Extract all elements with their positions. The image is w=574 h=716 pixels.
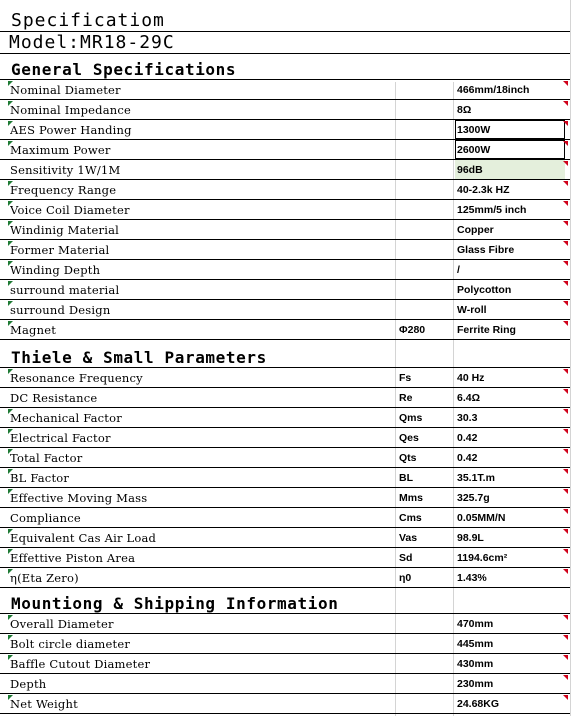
parameter-symbol: Sd — [399, 551, 413, 564]
comment-marker-icon — [563, 369, 568, 374]
parameter-symbol: η0 — [399, 571, 412, 584]
table-row[interactable] — [0, 634, 570, 654]
parameter-name: η(Eta Zero) — [10, 570, 79, 585]
cell-marker-icon — [8, 181, 13, 186]
parameter-name: DC Resistance — [10, 390, 98, 405]
comment-marker-icon — [563, 261, 568, 266]
table-row[interactable] — [0, 694, 570, 714]
parameter-symbol: Vas — [399, 531, 418, 544]
parameter-value: Glass Fibre — [457, 243, 515, 256]
section-title: General Specifications — [11, 60, 237, 79]
parameter-symbol: Qms — [399, 411, 423, 424]
comment-marker-icon — [563, 469, 568, 474]
parameter-value: 2600W — [455, 140, 565, 159]
table-row[interactable] — [0, 548, 570, 568]
comment-marker-icon — [563, 389, 568, 394]
parameter-value: 325.7g — [457, 491, 490, 504]
parameter-name: Sensitivity 1W/1M — [10, 162, 121, 177]
parameter-value: 96dB — [455, 160, 565, 179]
table-row[interactable] — [0, 300, 570, 320]
parameter-symbol: BL — [399, 471, 413, 484]
cell-marker-icon — [8, 301, 13, 306]
parameter-value: 1194.6cm² — [457, 551, 508, 564]
parameter-symbol — [399, 180, 451, 199]
parameter-name: Maximum Power — [10, 142, 111, 157]
table-row[interactable] — [0, 614, 570, 634]
parameter-symbol: Φ280 — [399, 323, 426, 336]
cell-marker-icon — [8, 695, 13, 700]
comment-marker-icon — [563, 101, 568, 106]
parameter-name: Effettive Piston Area — [10, 550, 136, 565]
cell-marker-icon — [8, 529, 13, 534]
parameter-name: Equivalent Cas Air Load — [10, 530, 157, 545]
cell-marker-icon — [8, 321, 13, 326]
parameter-name: surround material — [10, 282, 120, 297]
cell-marker-icon — [8, 241, 13, 246]
parameter-name: Baffle Cutout Diameter — [10, 656, 151, 671]
parameter-value: 35.1T.m — [457, 471, 495, 484]
table-row[interactable] — [0, 220, 570, 240]
parameter-value: 98.9L — [457, 531, 484, 544]
parameter-value: 0.05MM/N — [457, 511, 506, 524]
parameter-symbol — [399, 674, 451, 693]
parameter-name: Frequency Range — [10, 182, 117, 197]
cell-marker-icon — [8, 615, 13, 620]
parameter-name: Compliance — [10, 510, 81, 525]
parameter-symbol — [399, 634, 451, 653]
parameter-value: 6.4Ω — [457, 391, 481, 404]
table-row[interactable] — [0, 568, 570, 588]
title-row[interactable] — [0, 8, 570, 32]
parameter-symbol: Cms — [399, 511, 422, 524]
parameter-symbol — [399, 260, 451, 279]
table-row[interactable] — [0, 448, 570, 468]
parameter-name: Former Material — [10, 242, 110, 257]
parameter-symbol — [399, 160, 451, 179]
comment-marker-icon — [563, 161, 568, 166]
table-row[interactable] — [0, 260, 570, 280]
table-row[interactable] — [0, 320, 570, 340]
comment-marker-icon — [563, 675, 568, 680]
parameter-symbol — [399, 120, 451, 139]
section-header-row[interactable] — [0, 54, 570, 80]
cell-marker-icon — [8, 81, 13, 86]
cell-marker-icon — [8, 549, 13, 554]
comment-marker-icon — [563, 569, 568, 574]
parameter-value: 0.42 — [457, 451, 478, 464]
cell-marker-icon — [8, 261, 13, 266]
table-row[interactable] — [0, 368, 570, 388]
cell-marker-icon — [8, 201, 13, 206]
table-row[interactable] — [0, 80, 570, 100]
cell-marker-icon — [8, 121, 13, 126]
parameter-symbol — [399, 220, 451, 239]
comment-marker-icon — [563, 409, 568, 414]
parameter-symbol — [399, 100, 451, 119]
cell-marker-icon — [8, 569, 13, 574]
cell-marker-icon — [8, 141, 13, 146]
comment-marker-icon — [563, 281, 568, 286]
parameter-name: Overall Diameter — [10, 616, 114, 631]
comment-marker-icon — [563, 529, 568, 534]
table-row[interactable] — [0, 140, 570, 160]
parameter-symbol: Fs — [399, 371, 412, 384]
parameter-name: Bolt circle diameter — [10, 636, 131, 651]
sheet-title: Specificatiom — [11, 10, 165, 31]
comment-marker-icon — [563, 241, 568, 246]
parameter-name: Effective Moving Mass — [10, 490, 148, 505]
comment-marker-icon — [563, 695, 568, 700]
comment-marker-icon — [563, 509, 568, 514]
cell-marker-icon — [8, 369, 13, 374]
comment-marker-icon — [563, 489, 568, 494]
parameter-value: 8Ω — [457, 103, 472, 116]
table-row[interactable] — [0, 200, 570, 220]
section-header-row[interactable] — [0, 342, 570, 368]
comment-marker-icon — [563, 615, 568, 620]
parameter-value: 230mm — [457, 677, 494, 690]
comment-marker-icon — [563, 655, 568, 660]
table-row[interactable] — [0, 408, 570, 428]
model-label: Model:MR18-29C — [9, 32, 175, 53]
table-row[interactable] — [0, 468, 570, 488]
parameter-value: 430mm — [457, 657, 494, 670]
parameter-symbol — [399, 200, 451, 219]
table-row[interactable] — [0, 180, 570, 200]
parameter-name: AES Power Handing — [10, 122, 132, 137]
cell-marker-icon — [8, 489, 13, 494]
parameter-value: 466mm/18inch — [457, 83, 530, 96]
table-row[interactable] — [0, 528, 570, 548]
parameter-value: 40 Hz — [457, 371, 485, 384]
table-row[interactable] — [0, 488, 570, 508]
parameter-name: Net Weight — [10, 696, 78, 711]
parameter-name: Electrical Factor — [10, 430, 111, 445]
cell-marker-icon — [8, 429, 13, 434]
parameter-symbol — [399, 240, 451, 259]
table-row[interactable] — [0, 654, 570, 674]
parameter-name: Winding Depth — [10, 262, 101, 277]
parameter-value: 470mm — [457, 617, 494, 630]
parameter-value: 0.42 — [457, 431, 478, 444]
parameter-value: / — [457, 263, 460, 276]
column-divider — [570, 0, 571, 716]
parameter-name: Nominal Diameter — [10, 82, 121, 97]
parameter-name: surround Design — [10, 302, 111, 317]
parameter-value: 1300W — [455, 120, 565, 139]
comment-marker-icon — [563, 549, 568, 554]
model-row[interactable] — [0, 32, 570, 54]
comment-marker-icon — [563, 449, 568, 454]
cell-marker-icon — [8, 449, 13, 454]
cell-marker-icon — [8, 101, 13, 106]
parameter-value: 1.43% — [457, 571, 487, 584]
table-row[interactable] — [0, 280, 570, 300]
parameter-name: Depth — [10, 676, 47, 691]
comment-marker-icon — [563, 181, 568, 186]
parameter-symbol — [399, 280, 451, 299]
parameter-name: Voice Coil Diameter — [10, 202, 130, 217]
comment-marker-icon — [563, 201, 568, 206]
section-title: Mountiong & Shipping Information — [11, 594, 339, 613]
parameter-name: Resonance Frequency — [10, 370, 143, 385]
table-row[interactable] — [0, 240, 570, 260]
cell-marker-icon — [8, 635, 13, 640]
parameter-name: Mechanical Factor — [10, 410, 122, 425]
parameter-name: Total Factor — [10, 450, 83, 465]
table-row[interactable] — [0, 160, 570, 180]
table-row[interactable] — [0, 428, 570, 448]
parameter-name: Magnet — [10, 322, 57, 337]
parameter-symbol: Qts — [399, 451, 417, 464]
parameter-value: W-roll — [457, 303, 487, 316]
cell-marker-icon — [8, 655, 13, 660]
parameter-symbol — [399, 694, 451, 713]
table-row[interactable] — [0, 120, 570, 140]
parameter-symbol: Qes — [399, 431, 419, 444]
parameter-symbol — [399, 300, 451, 319]
comment-marker-icon — [563, 121, 568, 126]
parameter-value: 24.68KG — [457, 697, 500, 710]
table-row[interactable] — [0, 674, 570, 694]
parameter-symbol — [399, 140, 451, 159]
comment-marker-icon — [563, 141, 568, 146]
table-row[interactable] — [0, 388, 570, 408]
parameter-name: Windinig Material — [10, 222, 120, 237]
comment-marker-icon — [563, 635, 568, 640]
section-title: Thiele & Small Parameters — [11, 348, 267, 367]
cell-marker-icon — [8, 221, 13, 226]
parameter-value: 40-2.3k HZ — [457, 183, 510, 196]
table-row[interactable] — [0, 100, 570, 120]
parameter-symbol — [399, 80, 451, 99]
cell-marker-icon — [8, 281, 13, 286]
cell-marker-icon — [8, 469, 13, 474]
parameter-symbol: Re — [399, 391, 413, 404]
cell-marker-icon — [8, 409, 13, 414]
comment-marker-icon — [563, 429, 568, 434]
parameter-value: 445mm — [457, 637, 494, 650]
comment-marker-icon — [563, 321, 568, 326]
parameter-symbol — [399, 614, 451, 633]
parameter-symbol — [399, 654, 451, 673]
parameter-value: Copper — [457, 223, 494, 236]
parameter-value: Ferrite Ring — [457, 323, 516, 336]
table-row[interactable] — [0, 508, 570, 528]
parameter-value: 30.3 — [457, 411, 478, 424]
comment-marker-icon — [563, 81, 568, 86]
comment-marker-icon — [563, 221, 568, 226]
comment-marker-icon — [563, 301, 568, 306]
parameter-value: Polycotton — [457, 283, 512, 296]
parameter-value: 125mm/5 inch — [457, 203, 527, 216]
section-header-row[interactable] — [0, 588, 570, 614]
parameter-name: BL Factor — [10, 470, 70, 485]
parameter-symbol: Mms — [399, 491, 423, 504]
parameter-name: Nominal Impedance — [10, 102, 132, 117]
